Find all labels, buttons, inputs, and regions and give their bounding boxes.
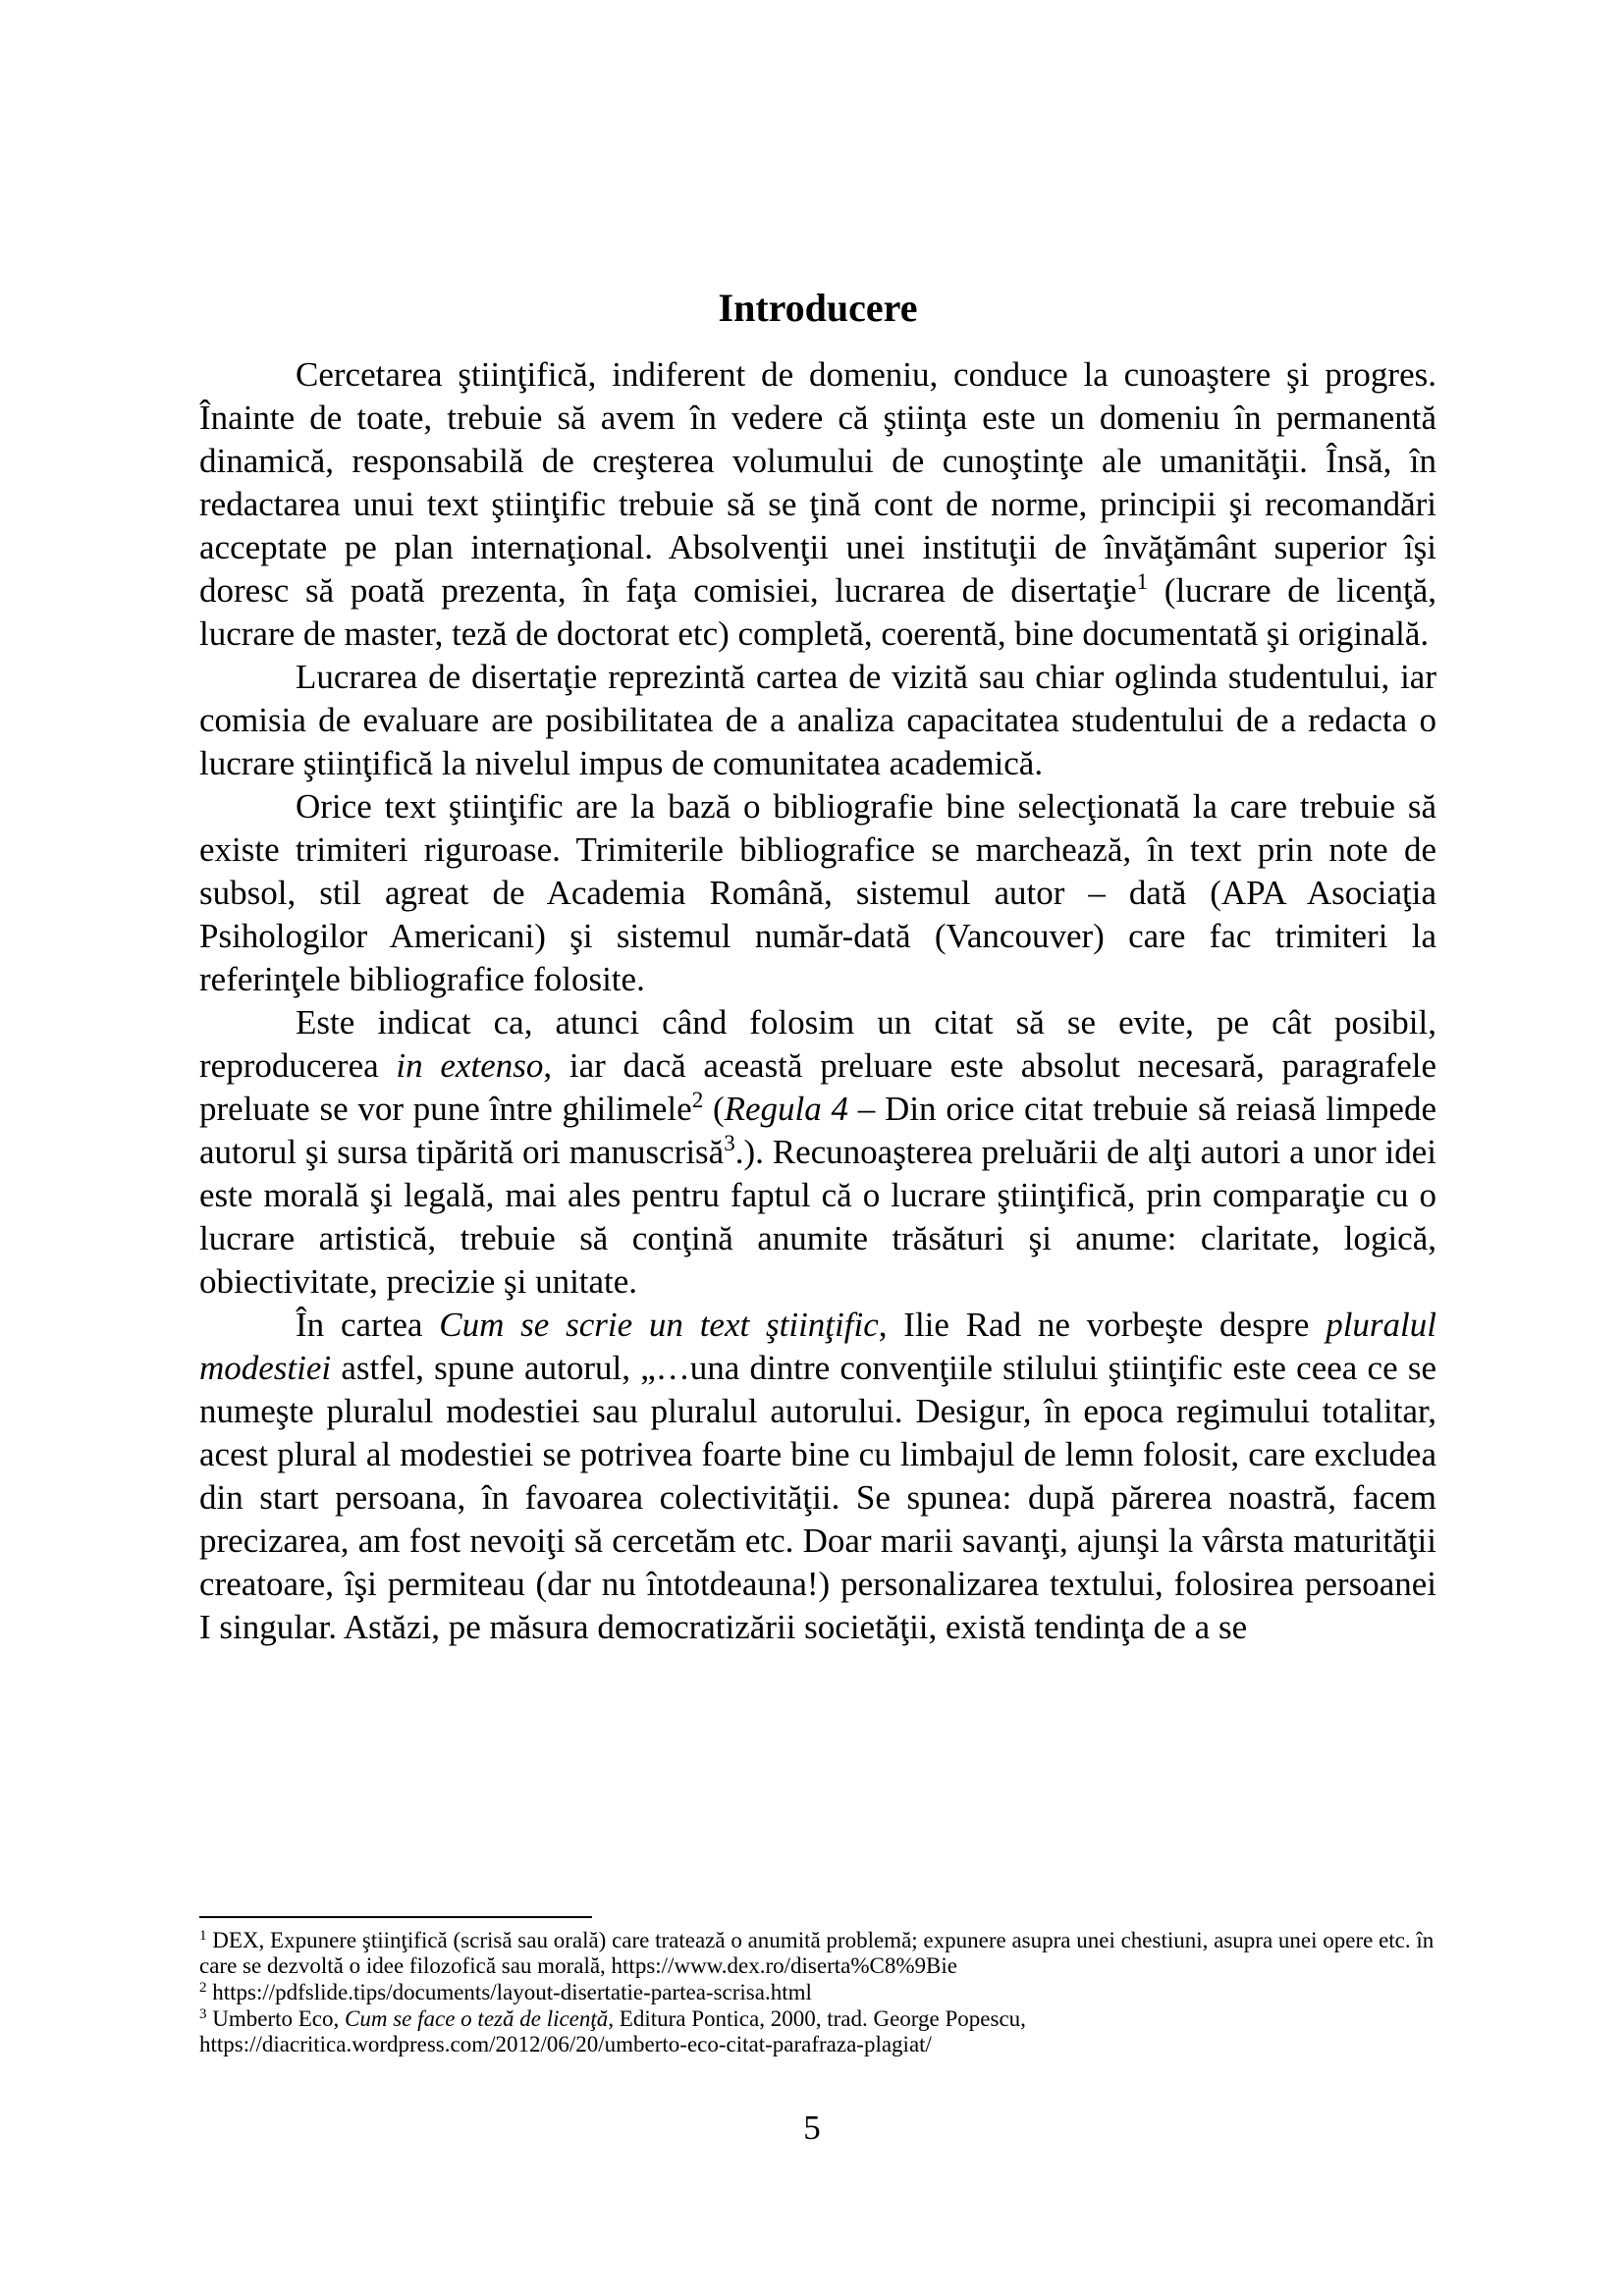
paragraph-1-text-a: Cercetarea ştiinţifică, indiferent de domeniu, conduce la cunoaştere şi progres. Înainte de toate, trebuie să avem în vedere că ştiinţa este un domeniu în permanentă dinamică, responsabilă de creşterea volumului de cunoştinţe ale umanităţii. Însă, în redactarea unui text ştiinţific trebuie să se ţină cont de norme, principii şi recomandări acceptate pe plan internaţional. Absolvenţii unei instituţii de învăţământ superior îşi doresc să poată prezenta, în faţa comisiei, lucrarea de disertaţie	[199, 355, 1436, 610]
paragraph-4-text-c: (	[703, 1090, 725, 1128]
footnote-3-text-a: Umberto Eco,	[206, 2006, 346, 2031]
footnote-3-number: 3	[199, 2006, 207, 2022]
italic-regula-4: Regula 4	[724, 1090, 849, 1128]
footnote-2-number: 2	[199, 1980, 207, 1996]
footnote-2-text: https://pdfslide.tips/documents/layout-disertatie-partea-scrisa.html	[206, 1980, 812, 2004]
main-content	[199, 285, 1436, 1649]
footnote-3	[199, 2006, 1436, 2057]
paragraph-5-text-b: , Ilie Rad ne vorbeşte despre	[878, 1306, 1326, 1344]
paragraph-2: Lucrarea de disertaţie reprezintă cartea de vizită sau chiar oglinda studentului, iar comisia de evaluare are posibilitatea de a analiza capacitatea studentului de a redacta o lucrare ştiinţifică la nivelul impus de comunitatea academică.	[199, 658, 1436, 782]
paragraph-4	[199, 1001, 1436, 1304]
footnote-ref-2: 2	[691, 1088, 704, 1112]
italic-pluralul-modestiei: pluralul modestiei	[199, 1306, 1436, 1387]
page-title: Introducere	[718, 286, 918, 330]
italic-book-title: Cum se scrie un text ştiinţific	[439, 1306, 879, 1344]
page-number: 5	[803, 2109, 821, 2147]
paragraph-4-text-e: .). Recunoaşterea preluării de alţi autori a unor idei este morală şi legală, mai ales pentru faptul că o lucrare ştiinţifică, prin comparaţie cu o lucrare artistică, trebuie să conţină anumite trăsături şi anume: claritate, logică, obiectivitate, precizie şi unitate.	[199, 1133, 1436, 1301]
paragraph-1	[199, 353, 1436, 656]
paragraph-3: Orice text ştiinţific are la bază o bibliografie bine selecţionată la care trebuie să existe trimiteri riguroase. Trimiterile bibliografice se marchează, în text prin note de subsol, stil agreat de Academia Română, sistemul autor – dată (APA Asociaţia Psihologilor Americani) şi sistemul număr-dată (Vancouver) care fac trimiteri la referinţele bibliografice folosite.	[199, 787, 1436, 998]
footnote-3-text-b: Editura Pontica, 2000, trad. George Popescu, https://diacritica.wordpress.com/2012/06/20/umberto-eco-citat-parafraza-plagiat/	[199, 2006, 1026, 2056]
footnote-1-text: DEX, Expunere ştiinţifică (scrisă sau orală) care tratează o anumită problemă; expunere asupra unei chestiuni, asupra unei opere etc. în care se dezvoltă o idee filozofică sau morală, https://www.dex.ro/diserta%C8%9Bie	[199, 1928, 1435, 1978]
paragraph-4-text-d: – Din orice citat trebuie să reiasă limpede autorul şi sursa tipărită ori manuscrisă	[199, 1090, 1436, 1171]
paragraph-4-text-b: , iar dacă această preluare este absolut necesară, paragrafele preluate se vor pune între ghilimele	[199, 1046, 1436, 1128]
paragraph-5-text-c: astfel, spune autorul, „…una dintre convenţiile stilului ştiinţific este ceea ce se numeşte pluralul modestiei sau pluralul autorului. Desigur, în epoca regimului totalitar, acest plural al modestiei se potrivea foarte bine cu limbajul de lemn folosit, care excludea din start persoana, în favoarea colectivităţii. Se spunea: după părerea noastră, facem precizarea, am fost nevoiţi să cercetăm etc. Doar marii savanţi, ajunşi la vârsta maturităţii creatoare, îşi permiteau (dar nu întotdeauna!) personalizarea textului, folosirea persoanei I singular. Astăzi, pe măsura democratizării societăţii, există tendinţa de a se	[199, 1349, 1436, 1646]
paragraph-5-text-a: În cartea	[296, 1306, 440, 1344]
paragraph-4-text-a: Este indicat ca, atunci când folosim un citat să se evite, pe cât posibil, reproducerea	[199, 1003, 1436, 1085]
footnote-ref-3: 3	[724, 1131, 735, 1155]
footnotes	[199, 1916, 1436, 2058]
footnote-1	[199, 1928, 1436, 1979]
paragraph-1-text-b: (lucrare de licenţă, lucrare de master, teză de doctorat etc) completă, coerentă, bine documentată şi originală.	[199, 571, 1436, 653]
footnote-3-italic-title: Cum se face o teză de licenţă,	[345, 2006, 615, 2031]
footnote-separator	[199, 1916, 592, 1918]
footnote-2	[199, 1980, 1436, 2005]
footnote-ref-1: 1	[1136, 569, 1149, 594]
paragraph-5	[199, 1304, 1436, 1649]
footnote-1-number: 1	[199, 1928, 207, 1944]
italic-in-extenso: in extenso	[396, 1046, 544, 1085]
